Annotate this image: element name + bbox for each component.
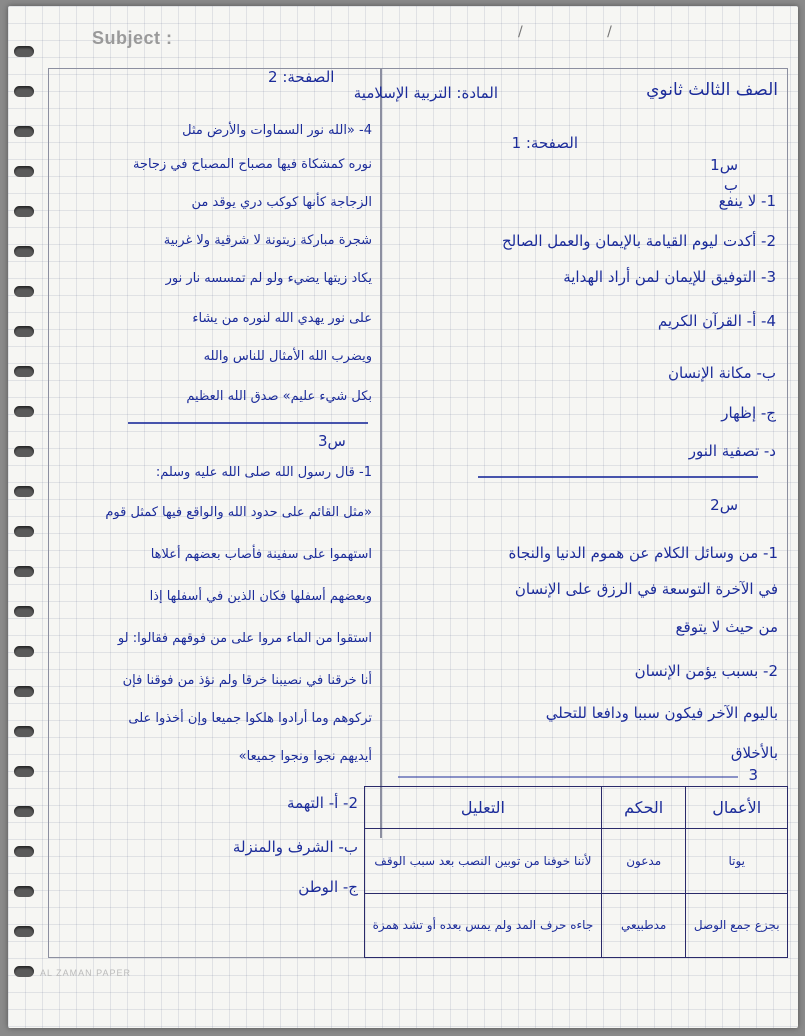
hadith-line: تركوهم وما أرادوا هلكوا جميعا وإن أخذوا على [128, 711, 372, 726]
table-header-row [365, 787, 788, 829]
verse-line: شجرة مباركة زيتونة لا شرقية ولا غربية [163, 233, 372, 248]
answer-item: 3- التوفيق للإيمان لمن أراد الهداية [563, 268, 776, 286]
q2-label: س2 [710, 496, 738, 514]
verse-line: 4- «الله نور السماوات والأرض مثل [182, 123, 372, 138]
q2-line: بالأخلاق [730, 744, 778, 762]
q3-label-right: 3 [748, 766, 758, 784]
right-page-label: الصفحة: 1 [511, 134, 578, 152]
verse-line: الزجاجة كأنها كوكب دري يوقد من [191, 195, 372, 210]
spiral-holes [14, 46, 36, 1006]
q2-line: من حيث لا يتوقع [675, 618, 778, 636]
section-rule [398, 776, 738, 778]
verse-line: بكل شيء عليم» صدق الله العظيم [186, 389, 372, 404]
column-divider [380, 68, 382, 838]
col-header: الأعمال [686, 787, 788, 829]
q1-label: س1 [710, 156, 738, 174]
answer-item: 1- لا ينفع [718, 192, 776, 210]
date-ticks: / / [518, 24, 652, 40]
table-cell: بجزع جمع الوصل [686, 893, 788, 958]
table-cell: مدعون [601, 829, 686, 894]
col-header: التعليل [365, 787, 602, 829]
answer-line: ب- الشرف والمنزلة [232, 838, 358, 856]
table-cell: لأننا خوفنا من توبين النصب بعد سبب الوقف [365, 829, 602, 894]
q3-label-left: س3 [318, 432, 346, 450]
hadith-line: استهموا على سفينة فأصاب بعضهم أعلاها [150, 547, 372, 562]
q2-line: 1- من وسائل الكلام عن هموم الدنيا والنجاة [508, 544, 778, 562]
section-rule [478, 476, 758, 478]
q2-line: 2- بسبب يؤمن الإنسان [634, 662, 778, 680]
answer-line: ج- الوطن [298, 878, 358, 896]
table-row [365, 829, 788, 894]
subject-label: Subject : [92, 28, 173, 48]
table-cell: يوتا [686, 829, 788, 894]
table-cell: جاءه حرف المد ولم يمس بعده أو تشد همزة [365, 893, 602, 958]
answer-item: ج- إظهار [721, 404, 776, 422]
verse-line: على نور يهدي الله لنوره من يشاء [192, 311, 372, 326]
left-page-label: الصفحة: 2 [268, 68, 335, 86]
hadith-line: استقوا من الماء مروا على من فوقهم فقالوا: لو [117, 631, 372, 646]
section-rule [128, 422, 368, 424]
table-row [365, 893, 788, 958]
course-heading: المادة: التربية الإسلامية [353, 84, 498, 102]
answer-item: ب- مكانة الإنسان [667, 364, 776, 382]
answer-item: 4- أ- القرآن الكريم [657, 312, 776, 330]
rulings-table [364, 786, 788, 958]
hadith-line: أيديهم نجوا ونجوا جميعا» [238, 749, 372, 764]
q2-line: باليوم الآخر فيكون سببا ودافعا للتحلي [545, 704, 778, 722]
grade-heading: الصف الثالث ثانوي [646, 80, 778, 100]
hadith-line: «مثل القائم على حدود الله والواقع فيها كمثل قوم [105, 505, 372, 520]
verse-line: ويضرب الله الأمثال للناس والله [203, 349, 372, 364]
hadith-line: وبعضهم أسفلها فكان الذين في أسفلها إذا [149, 589, 372, 604]
hadith-line: 1- قال رسول الله صلى الله عليه وسلم: [155, 465, 372, 480]
answer-item: د- تصفية النور [688, 442, 776, 460]
answer-item: 2- أكدت ليوم القيامة بالإيمان والعمل الصالح [501, 232, 776, 250]
verse-line: يكاد زيتها يضيء ولو لم تمسسه نار نور [165, 271, 372, 286]
q2-line: في الآخرة التوسعة في الرزق على الإنسان [514, 580, 778, 598]
table-cell: مدطبيعي [601, 893, 686, 958]
hadith-line: أنا خرقنا في نصيبنا خرقا ولم نؤذ من فوقنا فإن [122, 673, 372, 688]
paper-brand: AL ZAMAN PAPER [40, 968, 132, 978]
notebook-page [8, 6, 798, 1028]
answer-line: 2- أ- التهمة [287, 794, 358, 812]
col-header: الحكم [601, 787, 686, 829]
verse-line: نوره كمشكاة فيها مصباح المصباح في زجاجة [132, 157, 372, 172]
q1-b-label: ب [723, 176, 738, 194]
